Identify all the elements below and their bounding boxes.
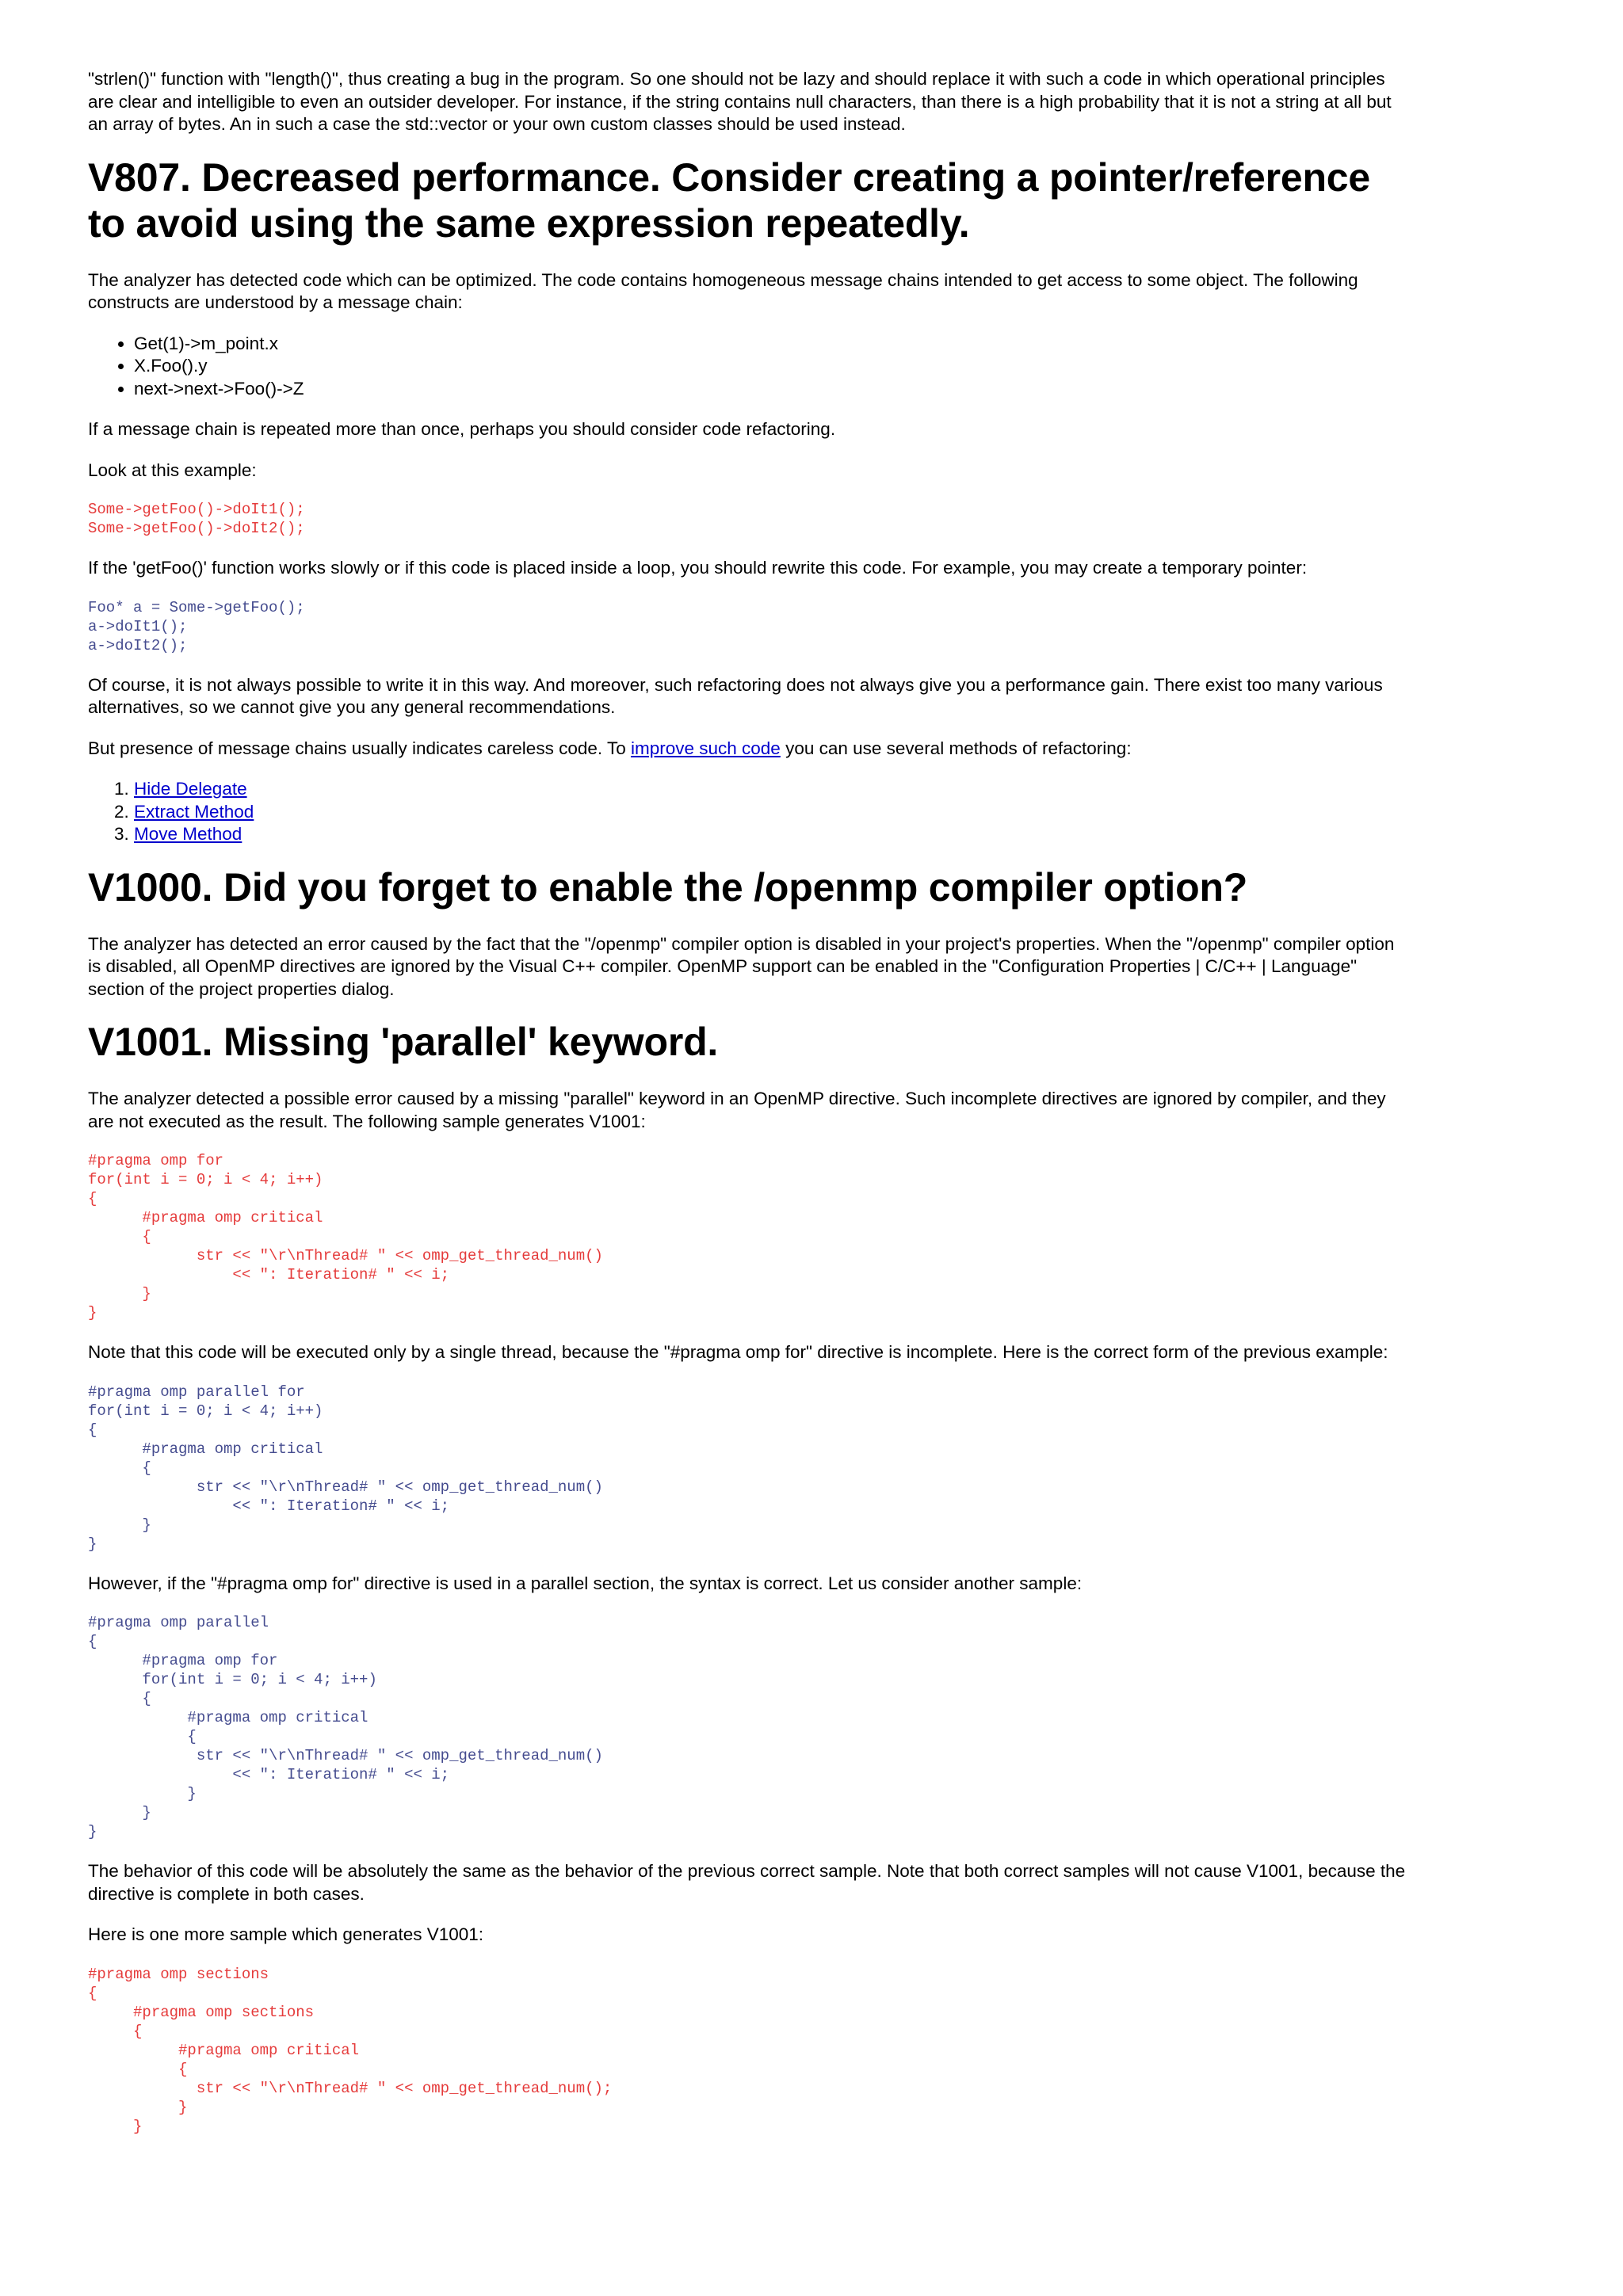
v1001-paragraph-4: The behavior of this code will be absolutely the same as the behavior of the previous correct sample. Note that both correct samples will not cause V1001, because the directive is complete in both cases. [88,1861,1406,1904]
v807-paragraph-6 [88,738,1407,761]
v807-paragraph-3: Look at this example: [88,460,257,480]
v807-paragraph-5: Of course, it is not always possible to write it in this way. And moreover, such refactoring does not always give you a performance gain. There exist too many various alternatives, so we cannot give you any general recommendations. [88,674,1383,717]
move-method-link[interactable]: Move Method [134,824,242,844]
v1001-paragraph-2: Note that this code will be executed only by a single thread, because the "#pragma omp for" directive is incomplete. Here is the correct form of the previous example: [88,1342,1388,1362]
extract-method-link[interactable]: Extract Method [134,801,254,822]
v1001-heading: V1001. Missing 'parallel' keyword. [88,1020,719,1064]
code-block-temporary-pointer: Foo* a = Some->getFoo(); a->doIt1(); a->doIt2(); [88,598,305,654]
v1001-paragraph-1: The analyzer detected a possible error caused by a missing "parallel" keyword in an OpenMP directive. Such incomplete directives are ignored by compiler, and they are not executed as the result. The following sample generates V1001: [88,1089,1386,1131]
message-chain-list [88,333,1407,401]
v1001-paragraph-3: However, if the "#pragma omp for" directive is used in a parallel section, the syntax is correct. Let us consider another sample: [88,1573,1083,1593]
v1000-paragraph-1: The analyzer has detected an error caused by the fact that the "/openmp" compiler option is disabled in your project's properties. When the "/openmp" compiler option is disabled, all OpenMP directives are ignored by the Visual C++ compiler. OpenMP support can be enabled in the "Configuration Properties | C/C++ | Language" section of the project properties dialog. [88,933,1395,999]
intro-paragraph: "strlen()" function with "length()", thus creating a bug in the program. So one should not be lazy and should replace it with such a code in which operational principles are clear and intelligible to even an outsider developer. For instance, if the string contains null characters, than there is a high probability that it is not a string at all but an array of bytes. An in such a case the std::vector or your own custom classes should be used instead. [88,69,1392,134]
list-item: • next->next->Foo()->Z [134,378,1407,401]
v1000-heading: V1000. Did you forget to enable the /openmp compiler option? [88,864,1248,910]
hide-delegate-link[interactable]: Hide Delegate [134,779,247,799]
improve-such-code-link[interactable]: improve such code [630,738,781,758]
v1001-paragraph-5: Here is one more sample which generates V1001: [88,1924,484,1944]
list-item [134,823,1407,846]
paragraph-text: you can use several methods of refactoring: [780,738,1132,758]
code-block-parallel-for: #pragma omp parallel for for(int i = 0; i < 4; i++) { #pragma omp critical { str << "\r\nThread# " << omp_get_thread_num() << ": Iteration# " << i; } } [88,1383,603,1553]
code-block-parallel-section: #pragma omp parallel { #pragma omp for for(int i = 0; i < 4; i++) { #pragma omp critical { str << "\r\nThread# " << omp_get_thread_num() << ": Iteration# " << i; } } } [88,1614,603,1840]
v807-paragraph-2: If a message chain is repeated more than once, perhaps you should consider code refactoring. [88,419,836,439]
list-item: • X.Foo().y [134,355,1407,378]
code-block-incomplete-directive: #pragma omp for for(int i = 0; i < 4; i++) { #pragma omp critical { str << "\r\nThread# " << omp_get_thread_num() << ": Iteration# " << i; } } [88,1152,603,1322]
refactoring-methods-list [88,778,1407,846]
code-block-sections: #pragma omp sections { #pragma omp sections { #pragma omp critical { str << "\r\nThread# " << omp_get_thread_num(); } } [88,1965,613,2135]
v807-paragraph-1: The analyzer has detected code which can be optimized. The code contains homogeneous message chains intended to get access to some object. The following constructs are understood by a message chain: [88,269,1358,312]
list-item [134,778,1407,801]
list-item: • Get(1)->m_point.x [134,333,1407,356]
paragraph-text: But presence of message chains usually indicates careless code. To [88,738,631,758]
code-block-message-chain: Some->getFoo()->doIt1(); Some->getFoo()->doIt2(); [88,501,305,537]
v807-paragraph-4: If the 'getFoo()' function works slowly or if this code is placed inside a loop, you should rewrite this code. For example, you may create a temporary pointer: [88,558,1308,578]
list-item [134,801,1407,824]
v807-heading: V807. Decreased performance. Consider creating a pointer/reference to avoid using the same expression repeatedly. [88,154,1371,246]
document-page [88,68,1407,2155]
